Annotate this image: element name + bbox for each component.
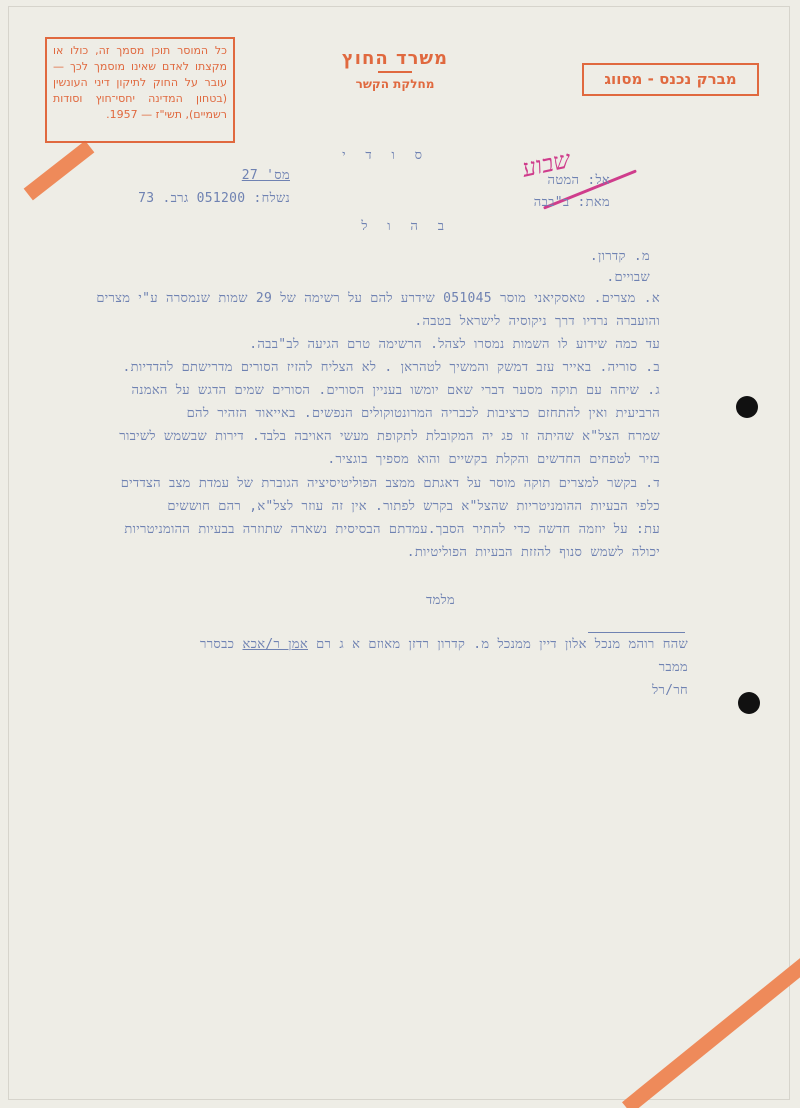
footer-line: חר/רל (652, 683, 688, 698)
body-line: כלפי הבעיות ההומניטריות שהצל"א בקרש לפתור. אין זה עוזר לצל"א, רהם חוששים (167, 499, 660, 514)
paper-border (8, 6, 790, 1100)
body-line: עד כמה שידוע לו השמות נמסרו לצהל. הרשימה טרם הגיעה לב"בבה. (249, 337, 660, 352)
security-level: ס ו ד י (342, 148, 428, 163)
body-line: עת: על יוזמה חדשה כדי להתיר הסבך.עמדתם הבסיסית נשארה שתוזרה בבעיות ההומניטריות (124, 522, 660, 537)
body-line: בזיר לטפחים החדשים והקלת בקשיים והוא מספיך בוגציר. (327, 452, 660, 467)
from-line: מאת: ב"בבה (533, 195, 610, 210)
sent-line: נשלח: 051200 גרב. 73 (138, 191, 290, 206)
distribution-suffix: כבסרר (200, 637, 235, 652)
handwritten-note: שבוע (519, 145, 573, 183)
body-line: הרביעית ואין להתחזם כרציבות לכבריה המרונטוקולים הנפשים. באייאוד הזהיר להם (186, 406, 660, 421)
signature: מלמד (426, 593, 455, 608)
classification-stamp: מברק נכנס - מסווג (582, 63, 759, 96)
body-line: ג. שיחה עם תוקה מסער דברי שאם יומשו בעניין הסורים. הסורים שמים הדגש על האמנה (131, 383, 660, 398)
body-line: שמרח הצל"א שהיתה זו פג יה המקובלת לתקופת מעשי האויבה בלבד. דירות שבשמש לשיבור (119, 429, 660, 444)
body-line: א. מצרים. טאסקיאני מוסר 051045 שידרע להם על רשימה של 29 שמות שנמסרה ע"י מצרים (96, 291, 660, 306)
punch-hole-bottom (738, 692, 760, 714)
distribution-line (200, 636, 688, 652)
signature-rule (588, 632, 685, 633)
ministry-rule (378, 71, 412, 73)
distribution-prefix: שהח רוהמ מנכל אלון דיין ממנכל מ. קדרון רדזן מאוזם א ג רם (316, 637, 688, 652)
serial-number: מס' 27 (241, 168, 290, 183)
ministry-name: משרד החוץ (341, 48, 449, 69)
to-line: אל: המטה (547, 173, 610, 188)
footer-line: ממבר (658, 660, 688, 675)
addressee: מ. קדרון. (589, 249, 650, 264)
body-line: ד. בקשר למצרים תוקה מוסר על דאגתם ממצב הפוליטיסיציה הגוברת של עמדת מצב הצדדים (120, 476, 660, 491)
body-line: והועברה נרדיו דרך ניקוסיה לישראל בטבה. (414, 314, 660, 329)
legal-notice-stamp: כל המוסר תוכן מסמך זה, כולו או מקצתו לאדם שאינו מוסמך לכך — עובר על החוק לתיקון דיני העונשין (בטחון המדינה יחסי־חוץ וסודות רשמיים), תשי"ז — 1957. (45, 37, 235, 143)
urgency-line: ב ה ו ל (361, 219, 450, 234)
ministry-header (320, 48, 470, 91)
body-line: ב. סוריה. באייר עזב דמשק והמשיך לטהראן . לא הצליח להזיז הסורים מדרישתם להדדיות. (122, 360, 660, 375)
subject: שבויים. (606, 270, 650, 285)
body-line: יכולה לשמש סנוף להזזת הבעיות הפוליטיות. (406, 545, 660, 560)
department-name: מחלקת הקשר (355, 77, 435, 91)
punch-hole-top (736, 396, 758, 418)
distribution-underlined: אמן ר/אכא (242, 637, 309, 652)
